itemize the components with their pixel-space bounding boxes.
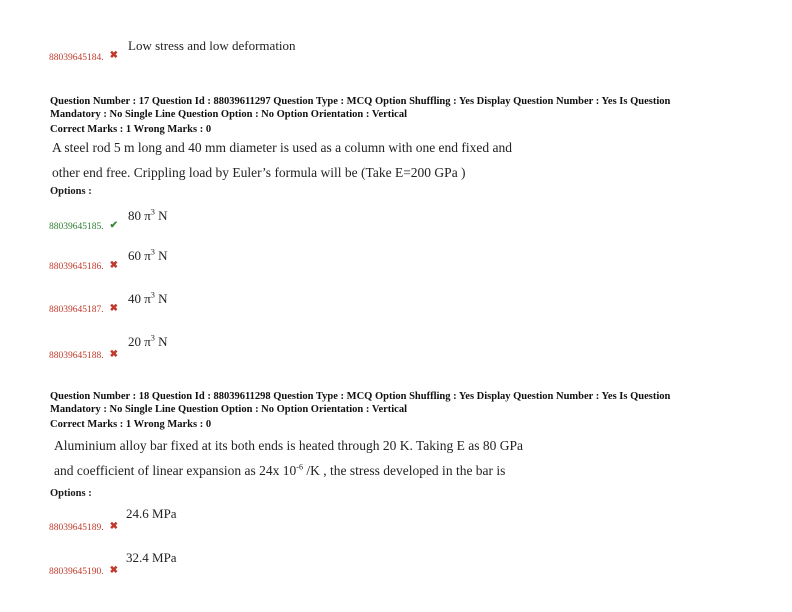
option-text: 24.6 MPa (126, 506, 177, 521)
option-text: Low stress and low deformation (128, 38, 296, 53)
wrong-mark-icon: ✖ (109, 565, 119, 576)
option-row (49, 333, 168, 361)
q18-header-line2: Mandatory : No Single Line Question Option : No Option Orientation : Vertical (50, 404, 408, 415)
option-text: 80 $\pi^3$ N (128, 207, 168, 223)
q17-header-line1: Question Number : 17 Question Id : 88039611297 Question Type : MCQ Option Shuffling : Yes Display Question Number : Yes Is Question (50, 96, 671, 107)
q17-marks: Correct Marks : 1 Wrong Marks : 0 (50, 124, 212, 135)
option-id: 88039645188. (49, 351, 104, 361)
correct-check-icon: ✔ (109, 220, 119, 231)
option-row (49, 207, 168, 232)
option-id: 88039645187. (49, 305, 104, 315)
option-row (49, 549, 177, 577)
q18-marks: Correct Marks : 1 Wrong Marks : 0 (50, 419, 212, 430)
option-text: 20 $\pi^3$ N (128, 333, 168, 349)
option-row (49, 37, 296, 63)
q18-header-line1: Question Number : 18 Question Id : 88039611298 Question Type : MCQ Option Shuffling : Yes Display Question Number : Yes Is Question (50, 391, 671, 402)
q17-text-line2: other end free. Crippling load by Euler’s formula will be (Take E=200 GPa ) (52, 165, 466, 180)
option-text: 40 $\pi^3$ N (128, 290, 168, 306)
option-id: 88039645190. (49, 567, 104, 577)
option-row (49, 290, 168, 315)
q18-text-line1: Aluminium alloy bar fixed at its both ends is heated through 20 K. Taking E as 80 GPa (54, 438, 523, 453)
option-row (49, 505, 177, 533)
option-id: 88039645184. (49, 53, 104, 63)
option-id: 88039645185. (49, 222, 104, 232)
option-id: 88039645189. (49, 523, 104, 533)
option-text: 32.4 MPa (126, 550, 177, 565)
wrong-mark-icon: ✖ (109, 303, 119, 314)
option-row (49, 247, 168, 272)
q18-text-line2: and coefficient of linear expansion as 24x $10^{-6}$ /K , the stress developed in the bar is (54, 462, 506, 478)
q17-options-label: Options : (50, 186, 92, 197)
wrong-mark-icon: ✖ (109, 349, 119, 360)
option-id: 88039645186. (49, 262, 104, 272)
wrong-mark-icon: ✖ (109, 260, 119, 271)
q17-header-line2: Mandatory : No Single Line Question Option : No Option Orientation : Vertical (50, 109, 408, 120)
option-text: 60 $\pi^3$ N (128, 247, 168, 263)
wrong-mark-icon: ✖ (109, 50, 119, 61)
q18-options-label: Options : (50, 488, 92, 499)
q17-text-line1: A steel rod 5 m long and 40 mm diameter is used as a column with one end fixed and (52, 140, 513, 155)
wrong-mark-icon: ✖ (109, 521, 119, 532)
